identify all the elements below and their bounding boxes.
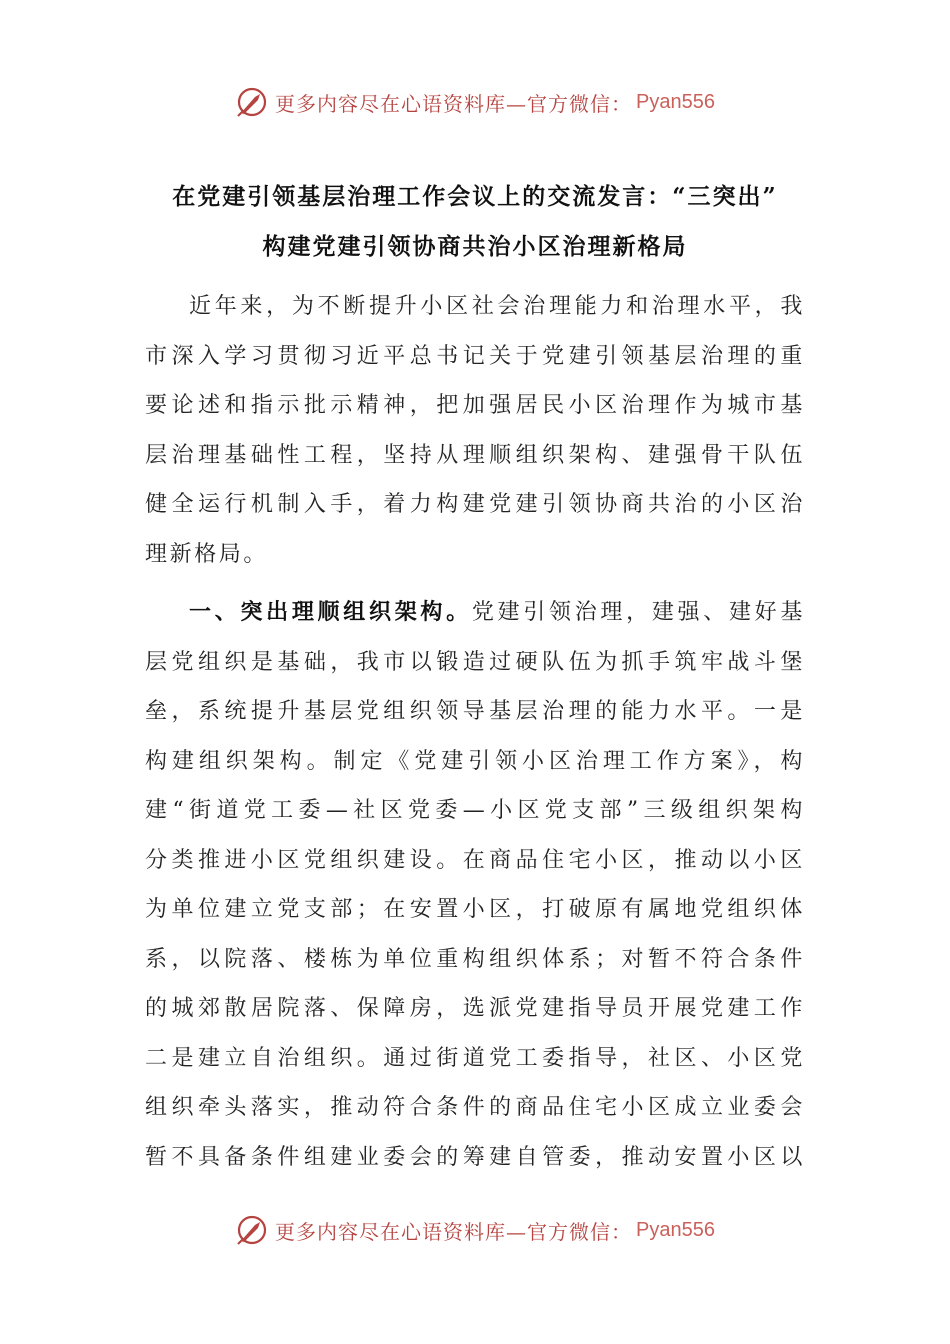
document-title-line2: 构建党建引领协商共治小区治理新格局 [262, 233, 688, 260]
text-line: 二是建立自治组织。通过街道党工委指导，社区、小区党 [145, 1045, 805, 1071]
text-line: 构建组织架构。制定《党建引领小区治理工作方案》，构 [145, 748, 805, 774]
section-heading-rest: 党建引领治理，建强、建好基 [471, 600, 805, 625]
text-line: 分类推进小区党组织建设。在商品住宅小区，推动以小区 [145, 847, 805, 873]
document-title-line1: 在党建引领基层治理工作会议上的交流发言：“三突出” [172, 183, 778, 210]
watermark-id: Pyan556 [636, 1218, 715, 1241]
watermark-text: 更多内容尽在心语资料库—官方微信： [275, 91, 633, 116]
text-line: 暂不具备条件组建业委会的筹建自管委，推动安置小区以 [145, 1144, 805, 1170]
text-line: 建“街道党工委—社区党委—小区党支部”三级组织架构 [145, 798, 805, 823]
watermark-banner-bottom [0, 1210, 950, 1250]
watermark-text: 更多内容尽在心语资料库—官方微信： [275, 1219, 633, 1244]
section-heading: 一、突出理顺组织架构。 [189, 599, 472, 625]
text-line: 近年来，为不断提升小区社会治理能力和治理水平，我 [189, 294, 805, 319]
text-line: 组织牵头落实，推动符合条件的商品住宅小区成立业委会 [145, 1095, 805, 1120]
text-line: 为单位建立党支部；在安置小区，打破原有属地党组织体 [145, 897, 805, 922]
text-line: 理新格局。 [145, 541, 269, 567]
text-line: 系，以院落、楼栋为单位重构组织体系；对暂不符合条件 [145, 946, 805, 972]
text-line: 健全运行机制入手，着力构建党建引领协商共治的小区治 [145, 492, 805, 517]
text-line [145, 588, 805, 638]
watermark-id: Pyan556 [636, 90, 715, 113]
pen-nib-logo-icon [235, 1213, 269, 1247]
text-line: 的城郊散居院落、保障房，选派党建指导员开展党建工作 [145, 996, 805, 1021]
paragraph-section-one [145, 588, 805, 1182]
watermark-banner-top [0, 82, 950, 122]
pen-nib-logo-icon [235, 85, 269, 119]
text-line: 层治理基础性工程，坚持从理顺组织架构、建强骨干队伍 [145, 442, 805, 468]
text-line: 层党组织是基础，我市以锻造过硬队伍为抓手筑牢战斗堡 [145, 649, 805, 675]
paragraph-intro [145, 282, 805, 579]
text-line: 市深入学习贯彻习近平总书记关于党建引领基层治理的重 [145, 343, 805, 369]
text-line: 要论述和指示批示精神，把加强居民小区治理作为城市基 [145, 393, 805, 418]
text-line: 垒，系统提升基层党组织领导基层治理的能力水平。一是 [145, 699, 805, 724]
